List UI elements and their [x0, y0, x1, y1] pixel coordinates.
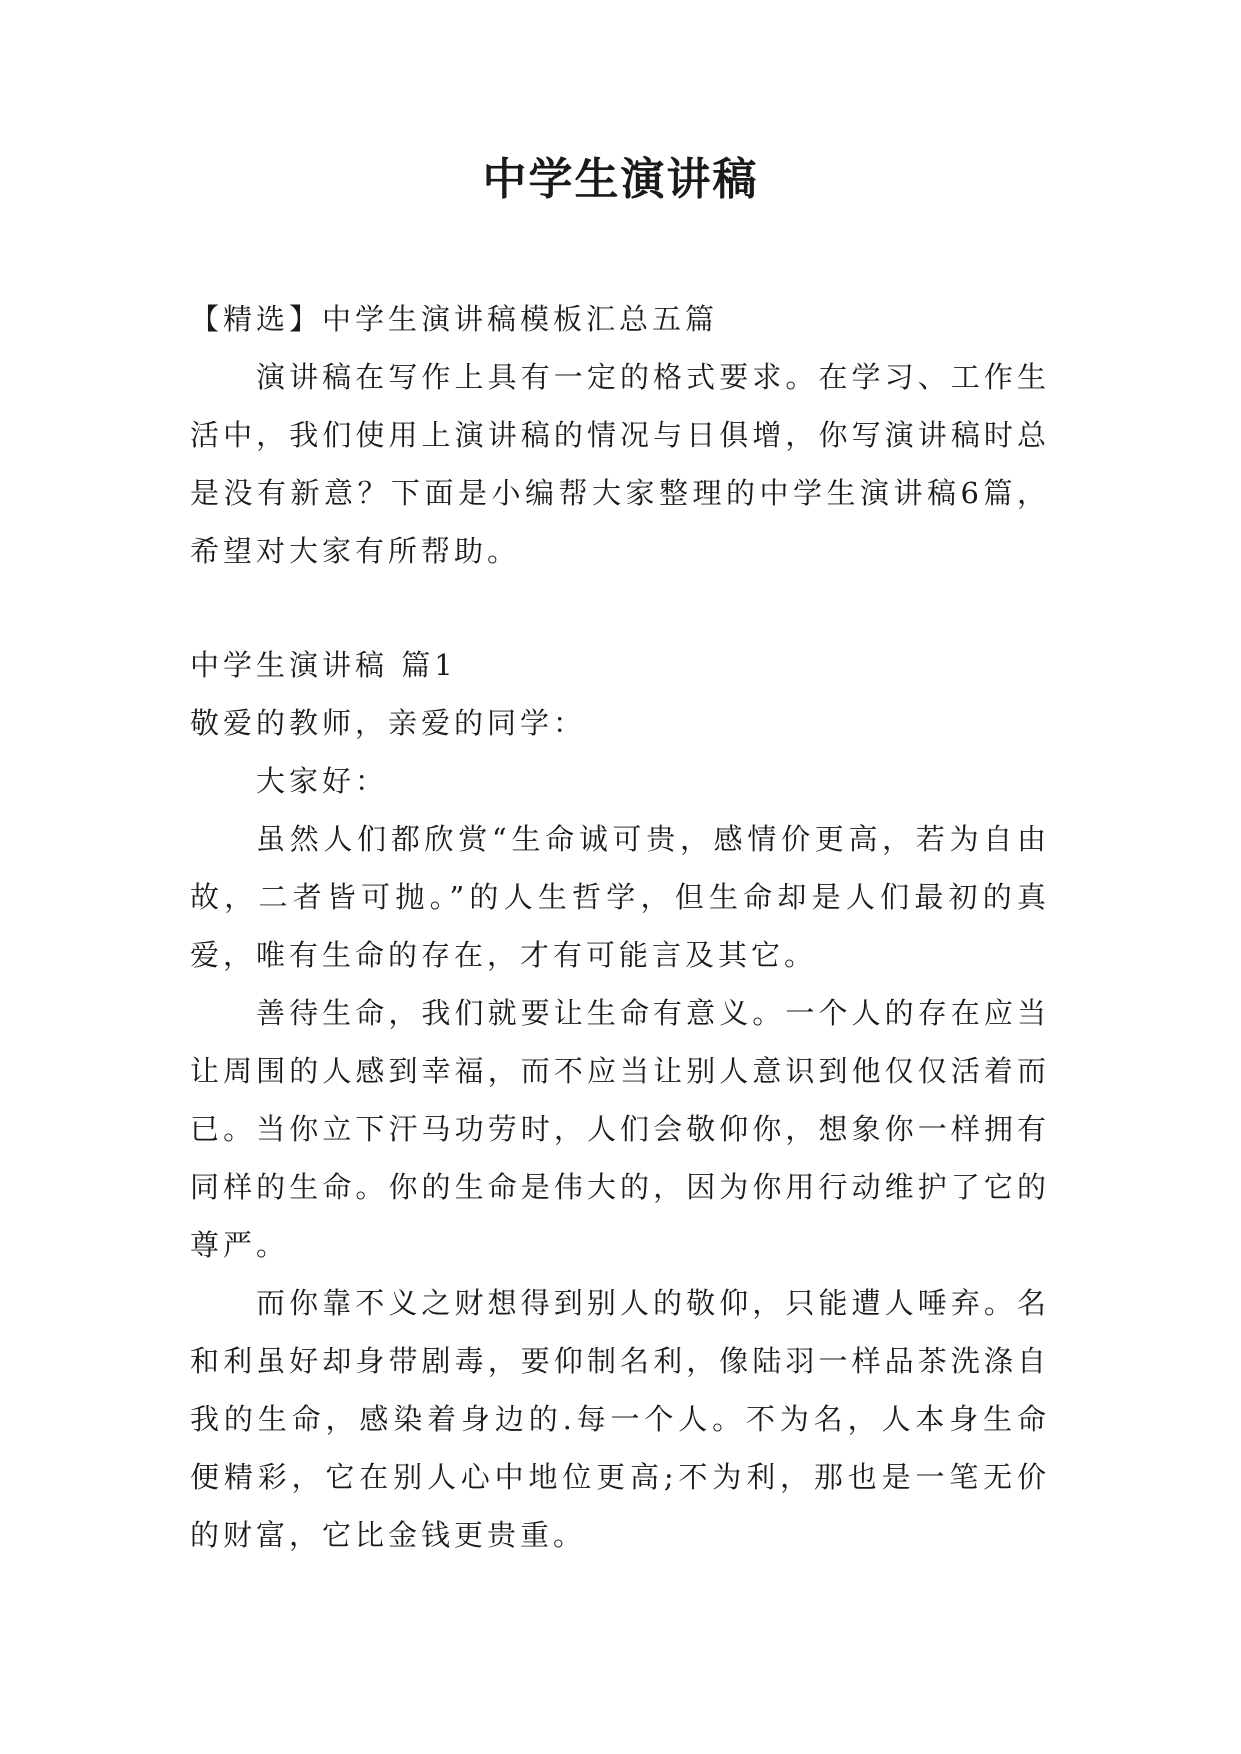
salutation: 敬爱的教师，亲爱的同学： — [190, 706, 587, 740]
document-title: 中学生演讲稿 — [482, 154, 759, 205]
document-body — [190, 290, 1050, 1564]
body-paragraph: 虽然人们都欣赏“生命诚可贵，感情价更高，若为自由故，二者皆可抛。”的人生哲学，但生命却是人们最初的真爱，唯有生命的存在，才有可能言及其它。 — [190, 822, 1050, 972]
section-heading: 中学生演讲稿 篇1 — [190, 648, 457, 682]
document-subtitle: 【精选】中学生演讲稿模板汇总五篇 — [190, 302, 719, 336]
intro-paragraph: 演讲稿在写作上具有一定的格式要求。在学习、工作生活中，我们使用上演讲稿的情况与日俱增，你写演讲稿时总是没有新意？下面是小编帮大家整理的中学生演讲稿6篇，希望对大家有所帮助。 — [190, 360, 1050, 568]
body-paragraph: 善待生命，我们就要让生命有意义。一个人的存在应当让周围的人感到幸福，而不应当让别人意识到他仅仅活着而已。当你立下汗马功劳时，人们会敬仰你，想象你一样拥有同样的生命。你的生命是伟大的，因为你用行动维护了它的尊严。 — [190, 996, 1050, 1262]
greeting: 大家好： — [256, 764, 389, 798]
body-paragraph: 而你靠不义之财想得到别人的敬仰，只能遭人唾弃。名和利虽好却身带剧毒，要仰制名利，像陆羽一样品茶洗涤自我的生命，感染着身边的.每一个人。不为名，人本身生命便精彩，它在别人心中地位更高;不为利，那也是一笔无价的财富，它比金钱更贵重。 — [190, 1286, 1050, 1552]
section-spacer — [190, 580, 1050, 636]
